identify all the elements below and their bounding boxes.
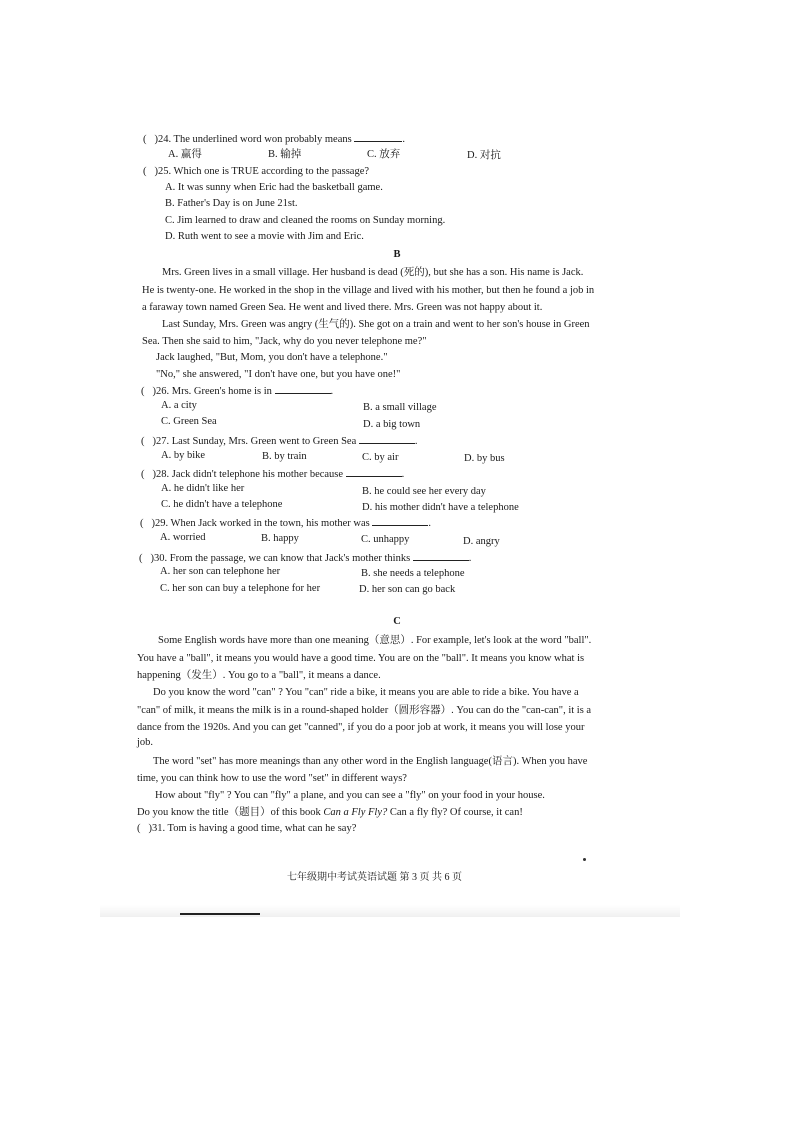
q26-option-c[interactable]: C. Green Sea — [161, 416, 217, 427]
q25-option-c[interactable]: C. Jim learned to draw and cleaned the rooms on Sunday morning. — [165, 215, 446, 226]
q26-option-d[interactable]: D. a big town — [363, 419, 421, 430]
book-title: Can a Fly Fly? — [323, 807, 388, 818]
q26-option-a[interactable]: A. a city — [161, 400, 197, 411]
passage-c-line: Do you know the word "can" ? You "can" ride a bike, it means you are able to ride a bike. You have a — [153, 687, 579, 698]
answer-blank[interactable] — [413, 550, 469, 561]
answer-blank[interactable] — [346, 466, 402, 477]
q24-option-c[interactable]: C. 放弃 — [367, 149, 401, 160]
q27-option-b[interactable]: B. by train — [262, 451, 307, 462]
passage-c-line: You have a "ball", it means you would have a good time. You are on the "ball". It means you know what is — [137, 653, 585, 664]
q28-stem: ( )28. Jack didn't telephone his mother because . — [141, 466, 404, 482]
scan-mark — [180, 913, 260, 915]
q29-option-a[interactable]: A. worried — [160, 532, 206, 543]
passage-c-line: happening（发生）. You go to a "ball", it means a dance. — [137, 670, 381, 681]
q31-stem: ( )31. Tom is having a good time, what can he say? — [137, 823, 357, 834]
q30-option-c[interactable]: C. her son can buy a telephone for her — [160, 583, 321, 594]
q29-stem: ( )29. When Jack worked in the town, his mother was . — [140, 515, 431, 531]
q28-option-c[interactable]: C. he didn't have a telephone — [161, 499, 283, 510]
q24-option-b[interactable]: B. 输掉 — [268, 149, 302, 160]
q28-option-d[interactable]: D. his mother didn't have a telephone — [362, 502, 519, 513]
q27-option-c[interactable]: C. by air — [362, 452, 399, 463]
passage-c-line: job. — [137, 737, 154, 748]
q29-option-b[interactable]: B. happy — [261, 533, 299, 544]
q25-option-b[interactable]: B. Father's Day is on June 21st. — [165, 198, 298, 209]
answer-blank[interactable] — [275, 383, 331, 394]
passage-c-line: Some English words have more than one meaning（意思）. For example, let's look at the word "ball". — [158, 635, 592, 646]
passage-b-line: Sea. Then she said to him, "Jack, why do you never telephone me?" — [142, 336, 427, 347]
q24-stem: ( )24. The underlined word won probably means . — [143, 131, 405, 147]
passage-c-line: "can" of milk, it means the milk is in a round-shaped holder（圆形容器）. You can do the "can-can", it is a — [137, 705, 592, 716]
q25-stem: ( )25. Which one is TRUE according to the passage? — [143, 166, 370, 177]
passage-b-line: "No," she answered, "I don't have one, but you have one!" — [156, 369, 401, 380]
q27-stem: ( )27. Last Sunday, Mrs. Green went to Green Sea . — [141, 433, 417, 449]
q29-option-d[interactable]: D. angry — [463, 536, 500, 547]
q28-option-a[interactable]: A. he didn't like her — [161, 483, 245, 494]
q29-option-c[interactable]: C. unhappy — [361, 534, 410, 545]
q27-option-a[interactable]: A. by bike — [161, 450, 206, 461]
q24-option-a[interactable]: A. 赢得 — [168, 149, 202, 160]
q25-option-a[interactable]: A. It was sunny when Eric had the basketball game. — [165, 182, 383, 193]
q30-stem: ( )30. From the passage, we can know that Jack's mother thinks . — [139, 550, 471, 566]
q28-option-b[interactable]: B. he could see her every day — [362, 486, 486, 497]
answer-blank[interactable] — [372, 515, 428, 526]
page-footer: 七年级期中考试英语试题 第 3 页 共 6 页 — [287, 872, 462, 883]
section-b-heading: B — [393, 249, 401, 260]
q25-option-d[interactable]: D. Ruth went to see a movie with Jim and Eric. — [165, 231, 364, 242]
answer-blank[interactable] — [354, 131, 402, 142]
q26-option-b[interactable]: B. a small village — [363, 402, 437, 413]
q27-option-d[interactable]: D. by bus — [464, 453, 505, 464]
scan-speck — [583, 858, 586, 861]
passage-b-line: He is twenty-one. He worked in the shop in the village and lived with his mother, but then he found a job in — [142, 285, 595, 296]
section-c-heading: C — [393, 616, 401, 627]
q30-option-d[interactable]: D. her son can go back — [359, 584, 456, 595]
passage-b-line: a faraway town named Green Sea. He went and lived there. Mrs. Green was not happy about it. — [142, 302, 543, 313]
answer-blank[interactable] — [359, 433, 415, 444]
passage-b-line: Last Sunday, Mrs. Green was angry (生气的). She got on a train and went to her son's house in Green — [162, 319, 590, 330]
q26-stem: ( )26. Mrs. Green's home is in . — [141, 383, 333, 399]
passage-b-line: Mrs. Green lives in a small village. Her husband is dead (死的), but she has a son. His name is Jack. — [162, 267, 584, 278]
q30-option-a[interactable]: A. her son can telephone her — [160, 566, 281, 577]
passage-c-line: How about "fly" ? You can "fly" a plane, and you can see a "fly" on your food in your house. — [155, 790, 545, 801]
passage-c-line: The word "set" has more meanings than any other word in the English language(语言). When you have — [153, 756, 588, 767]
q24-option-d[interactable]: D. 对抗 — [467, 150, 501, 161]
passage-c-line: time, you can think how to use the word "set" in different ways? — [137, 773, 407, 784]
passage-c-line: Do you know the title（题目）of this book Can a Fly Fly? Can a fly fly? Of course, it can! — [137, 807, 523, 818]
scan-shadow — [100, 905, 680, 917]
passage-b-line: Jack laughed, "But, Mom, you don't have a telephone." — [156, 352, 388, 363]
passage-c-line: dance from the 1920s. And you can get "canned", if you do a poor job at work, it means you will lose your — [137, 722, 585, 733]
q30-option-b[interactable]: B. she needs a telephone — [361, 568, 465, 579]
